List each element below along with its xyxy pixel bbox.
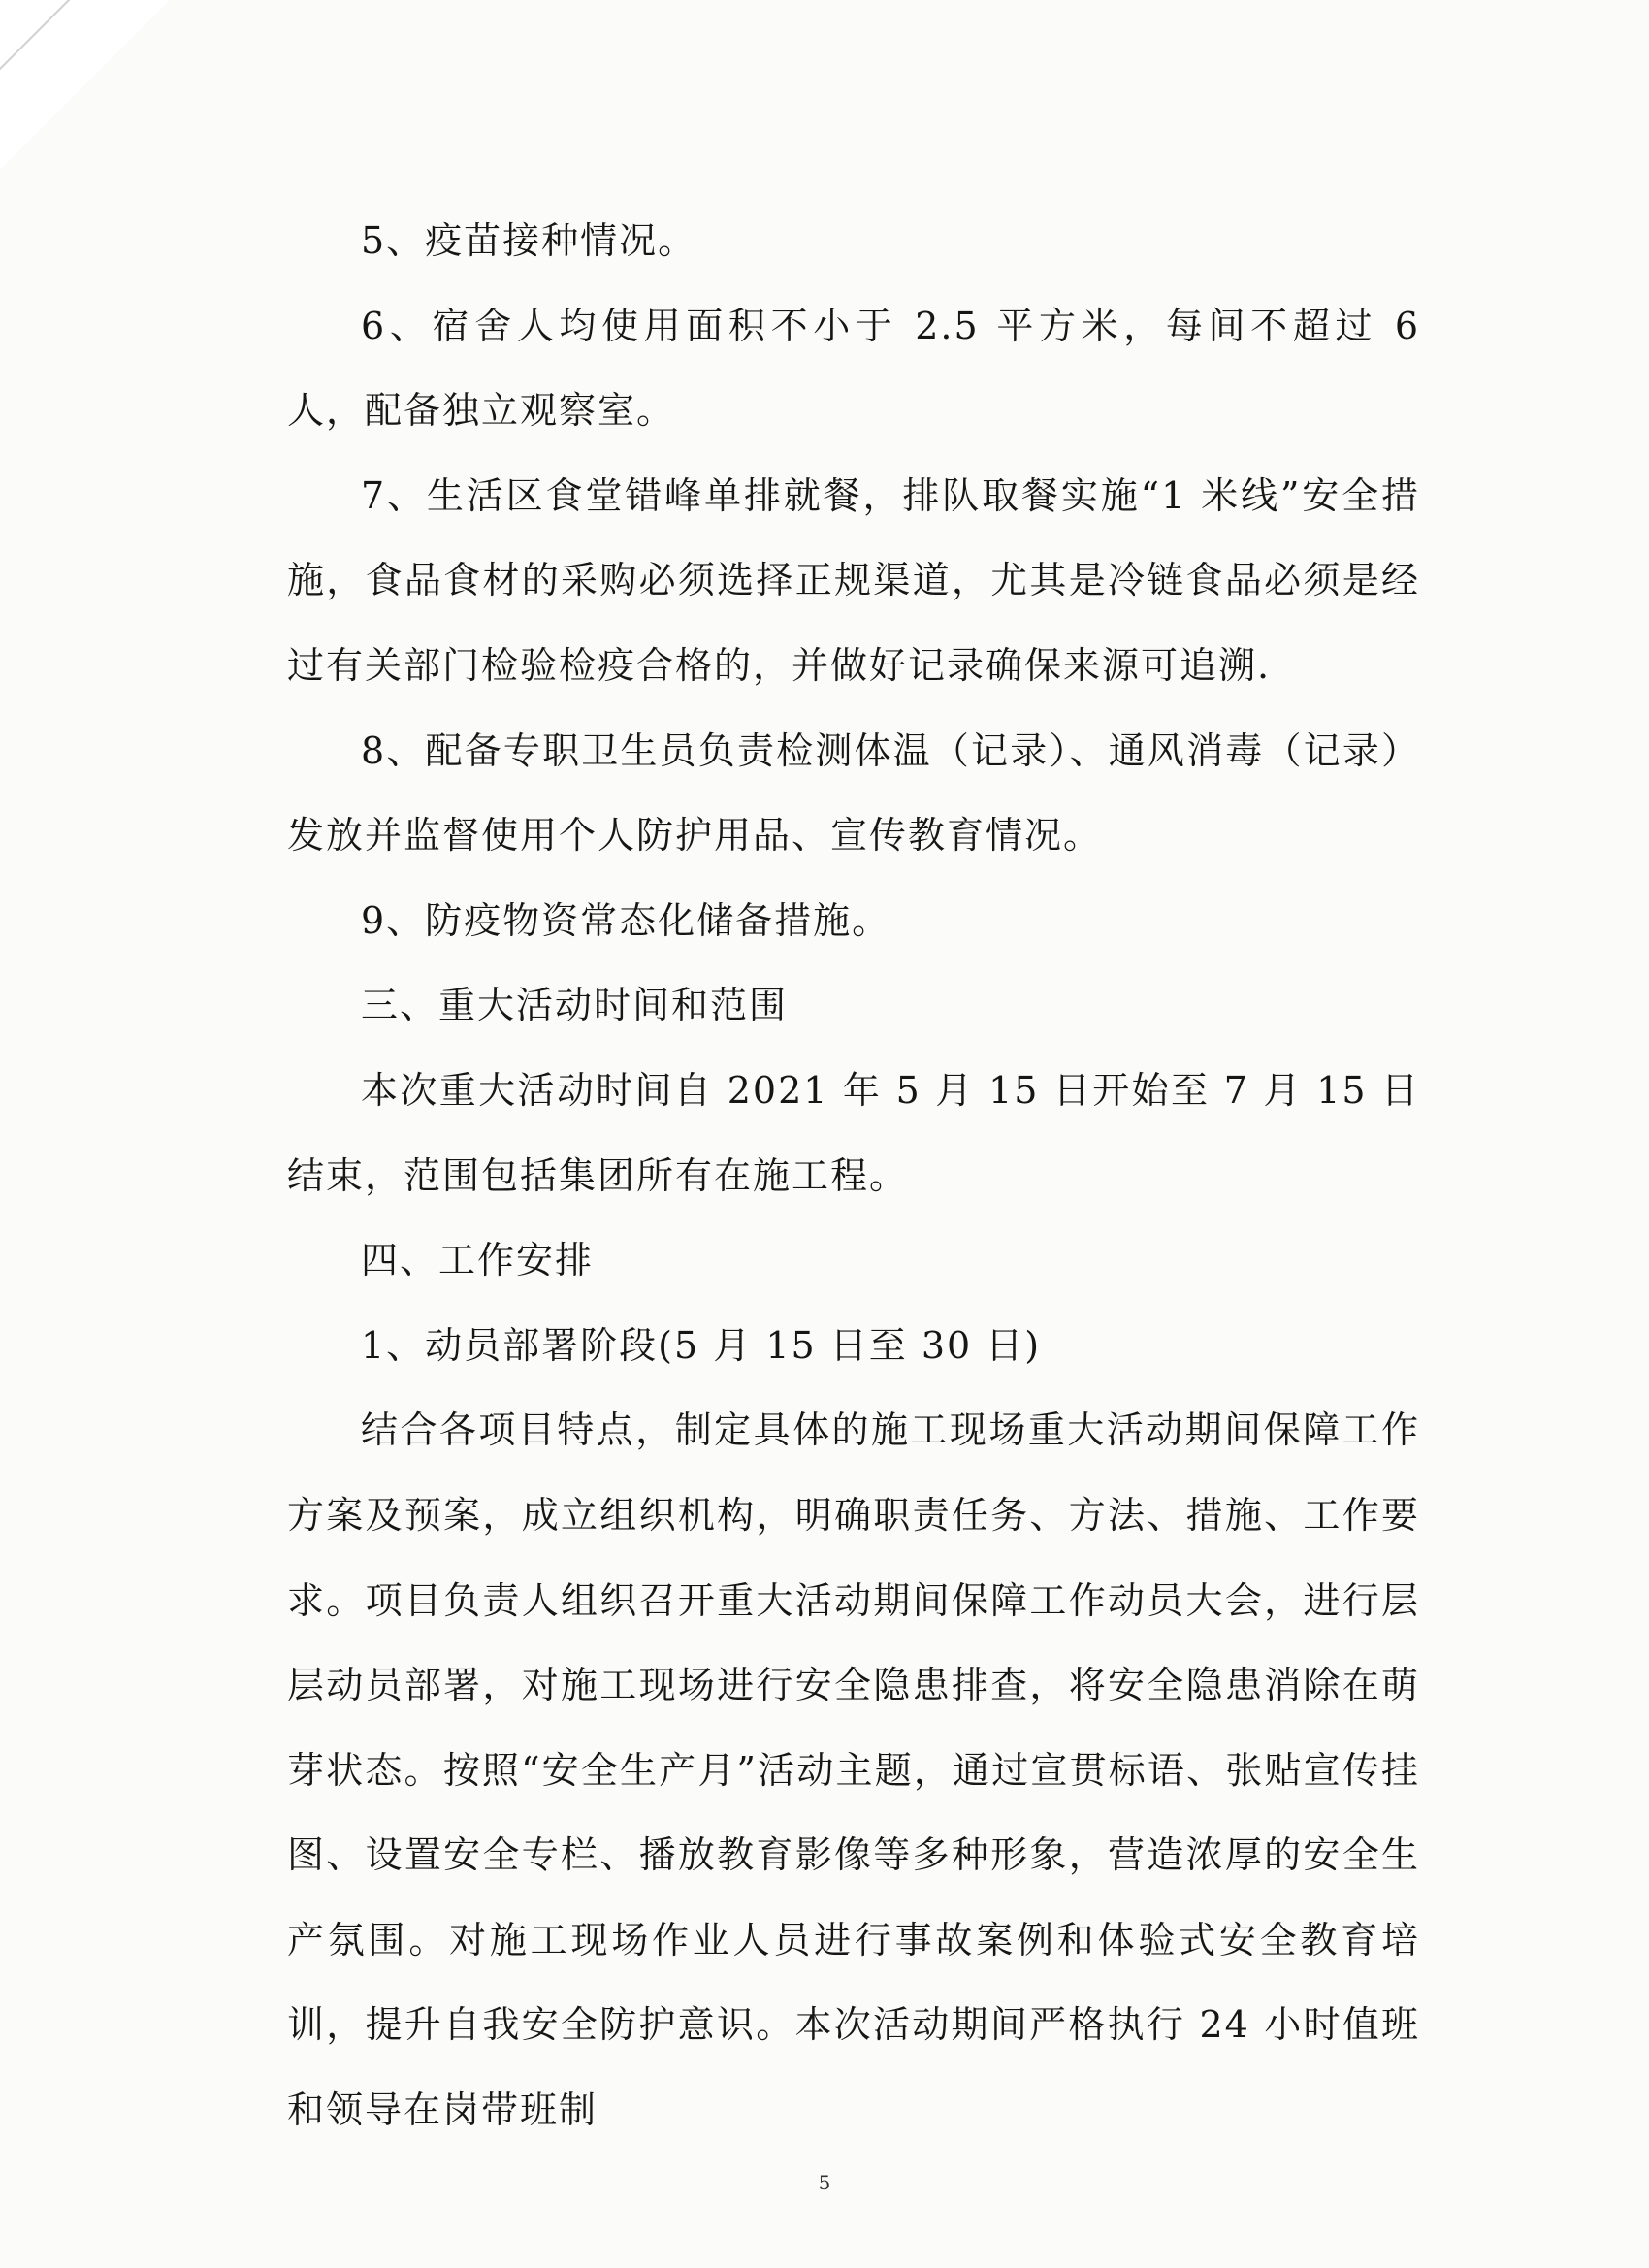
- section-4-heading: 四、工作安排: [361, 1239, 595, 1282]
- subsection-1-heading: 1、动员部署阶段(5 月 15 日至 30 日): [361, 1323, 1042, 1367]
- subsection-1-paragraph: 结合各项目特点，制定具体的施工现场重大活动期间保障工作方案及预案，成立组织机构，明确职责任务、方法、措施、工作要求。项目负责人组织召开重大活动期间保障工作动员大会，进行层层动员部署，对施工现场进行安全隐患排查，将安全隐患消除在萌芽状态。按照“安全生产月”活动主题，通过宣贯标语、张贴宣传挂图、设置安全专栏、播放教育影像等多种形象，营造浓厚的安全生产氛围。对施工现场作业人员进行事故案例和体验式安全教育培训，提升自我安全防护意识。本次活动期间严格执行 24 小时值班和领导在岗带班制: [287, 1409, 1420, 2132]
- item-7-paragraph: 7、生活区食堂错峰单排就餐，排队取餐实施“1 米线”安全措施，食品食材的采购必须选择正规渠道，尤其是冷链食品必须是经过有关部门检验检疫合格的，并做好记录确保来源可追溯.: [287, 473, 1420, 687]
- section-3-paragraph: 本次重大活动时间自 2021 年 5 月 15 日开始至 7 月 15 日结束，范围包括集团所有在施工程。: [287, 1068, 1420, 1197]
- item-8-paragraph: 8、配备专职卫生员负责检测体温（记录）、通风消毒（记录）发放并监督使用个人防护用品、宣传教育情况。: [287, 729, 1420, 858]
- item-5-paragraph: 5、疫苗接种情况。: [361, 219, 697, 262]
- item-6-paragraph: 6、宿舍人均使用面积不小于 2.5 平方米，每间不超过 6 人，配备独立观察室。: [287, 304, 1420, 433]
- page-number: 5: [818, 2171, 831, 2194]
- item-9-paragraph: 9、防疫物资常态化储备措施。: [361, 898, 891, 942]
- folded-corner: [0, 0, 170, 170]
- section-3-heading: 三、重大活动时间和范围: [361, 984, 789, 1027]
- document-body: [287, 199, 1420, 2154]
